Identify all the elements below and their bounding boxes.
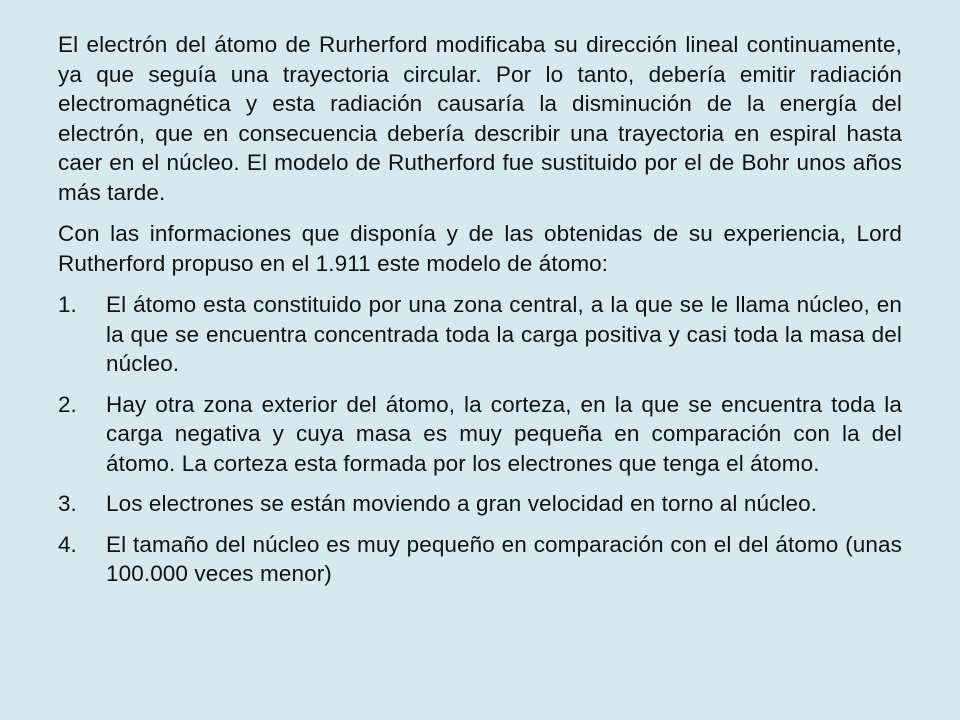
- list-item-text: Hay otra zona exterior del átomo, la corteza, en la que se encuentra toda la carga negativa y cuya masa es muy pequeña en comparación con la del átomo. La corteza esta formada por los electrones que tenga el átomo.: [106, 391, 902, 476]
- list-item-number: 1.: [58, 292, 77, 317]
- list-item-number: 2.: [58, 391, 77, 417]
- model-postulates-list: [58, 290, 902, 589]
- list-item-number: 4.: [58, 531, 77, 557]
- list-item-number: 3.: [58, 491, 77, 516]
- list-item: [58, 530, 902, 589]
- list-item: [58, 489, 902, 519]
- paragraph-model-intro: Con las informaciones que disponía y de las obtenidas de su experiencia, Lord Rutherford propuso en el 1.911 este modelo de átomo:: [58, 221, 902, 276]
- list-item: [58, 390, 902, 479]
- paragraph-electron-instability: El electrón del átomo de Rurherford modificaba su dirección lineal continuamente, ya que seguía una trayectoria circular. Por lo tanto, debería emitir radiación electromagnética y esta radiación causaría la disminución de la energía del electrón, que en consecuencia debería describir una trayectoria en espiral hasta caer en el núcleo. El modelo de Rutherford fue sustituido por el de Bohr unos años más tarde.: [58, 32, 902, 205]
- list-item: [58, 290, 902, 379]
- list-item-text: Los electrones se están moviendo a gran velocidad en torno al núcleo.: [106, 491, 818, 516]
- list-item-text: El tamaño del núcleo es muy pequeño en comparación con el del átomo (unas 100.000 veces menor): [106, 531, 902, 586]
- list-item-text: El átomo esta constituido por una zona central, a la que se le llama núcleo, en la que se encuentra concentrada toda la carga positiva y casi toda la masa del núcleo.: [106, 292, 902, 376]
